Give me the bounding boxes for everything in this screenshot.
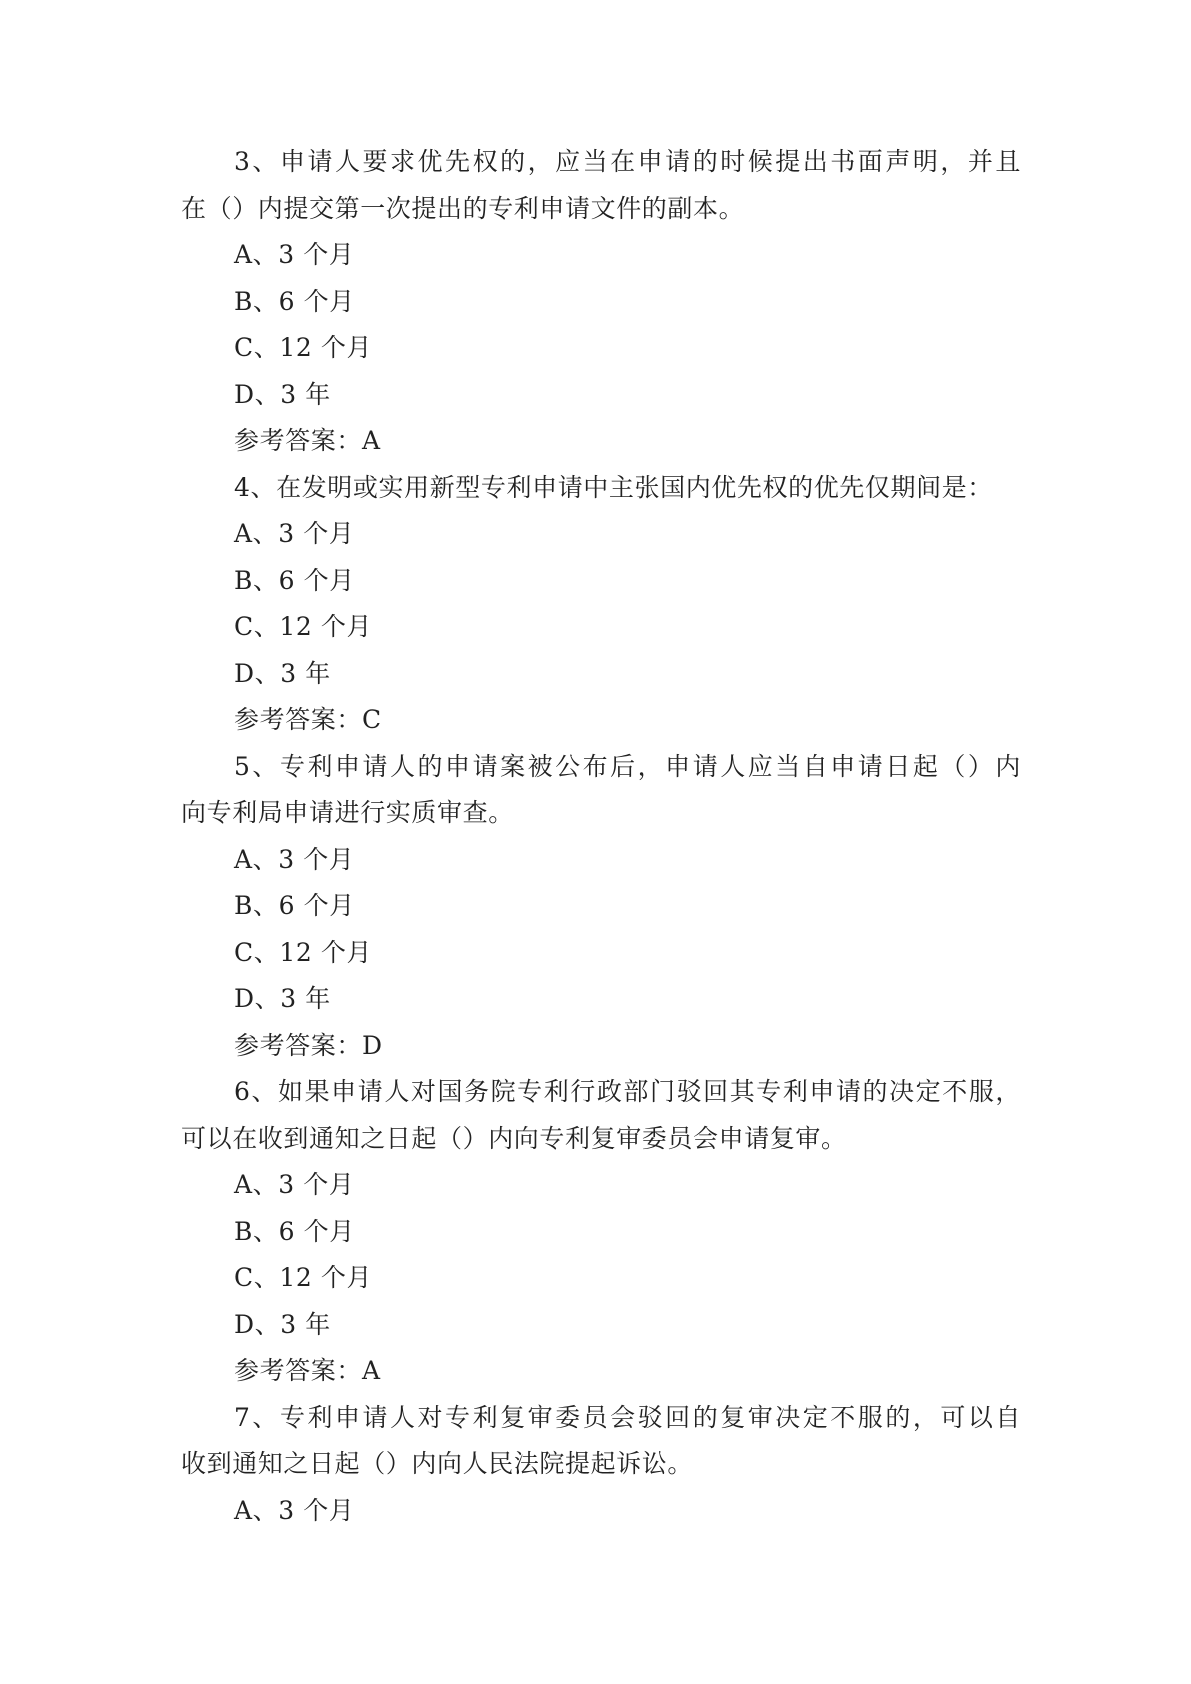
option-c: C、12 个月: [234, 937, 373, 967]
question-stem-line: 4、在发明或实用新型专利申请中主张国内优先权的优先仅期间是：: [234, 472, 993, 502]
option-b: B、6 个月: [234, 891, 355, 920]
reference-answer: 参考答案：D: [234, 1030, 383, 1060]
question-4: [181, 465, 1021, 744]
option-a: A、3 个月: [234, 1495, 355, 1525]
option-b: B、6 个月: [234, 286, 355, 316]
reference-answer: 参考答案：A: [234, 1356, 381, 1385]
question-stem-line: 在（）内提交第一次提出的专利申请文件的副本。: [181, 193, 745, 223]
option-c: C、12 个月: [234, 1263, 373, 1292]
question-stem-line: 收到通知之日起（）内向人民法院提起诉讼。: [181, 1449, 694, 1478]
option-d: D、3 年: [234, 984, 331, 1013]
option-a: A、3 个月: [234, 1170, 355, 1199]
question-stem-line: 向专利局申请进行实质审查。: [181, 798, 514, 827]
option-b: B、6 个月: [234, 1216, 355, 1246]
question-stem-line: 5、专利申请人的申请案被公布后，申请人应当自申请日起（）内: [234, 751, 1021, 781]
question-3: [181, 139, 1021, 465]
option-d: D、3 年: [234, 658, 331, 688]
reference-answer: 参考答案：A: [234, 426, 381, 455]
document-body: [181, 139, 1021, 1534]
option-b: B、6 个月: [234, 565, 355, 595]
option-c: C、12 个月: [234, 333, 373, 362]
option-c: C、12 个月: [234, 612, 373, 641]
question-stem-line: 可以在收到通知之日起（）内向专利复审委员会申请复审。: [181, 1123, 847, 1153]
question-stem-line: 6、如果申请人对国务院专利行政部门驳回其专利申请的决定不服，: [234, 1077, 1021, 1106]
option-d: D、3 年: [234, 1309, 331, 1339]
option-a: A、3 个月: [234, 519, 355, 548]
option-d: D、3 年: [234, 379, 331, 409]
question-stem-line: 7、专利申请人对专利复审委员会驳回的复审决定不服的，可以自: [234, 1402, 1021, 1432]
option-a: A、3 个月: [234, 240, 355, 269]
reference-answer: 参考答案：C: [234, 705, 382, 734]
option-a: A、3 个月: [234, 844, 355, 874]
question-7: [181, 1395, 1021, 1535]
question-stem-line: 3、申请人要求优先权的，应当在申请的时候提出书面声明，并且: [234, 147, 1021, 176]
question-6: [181, 1069, 1021, 1395]
question-5: [181, 744, 1021, 1070]
